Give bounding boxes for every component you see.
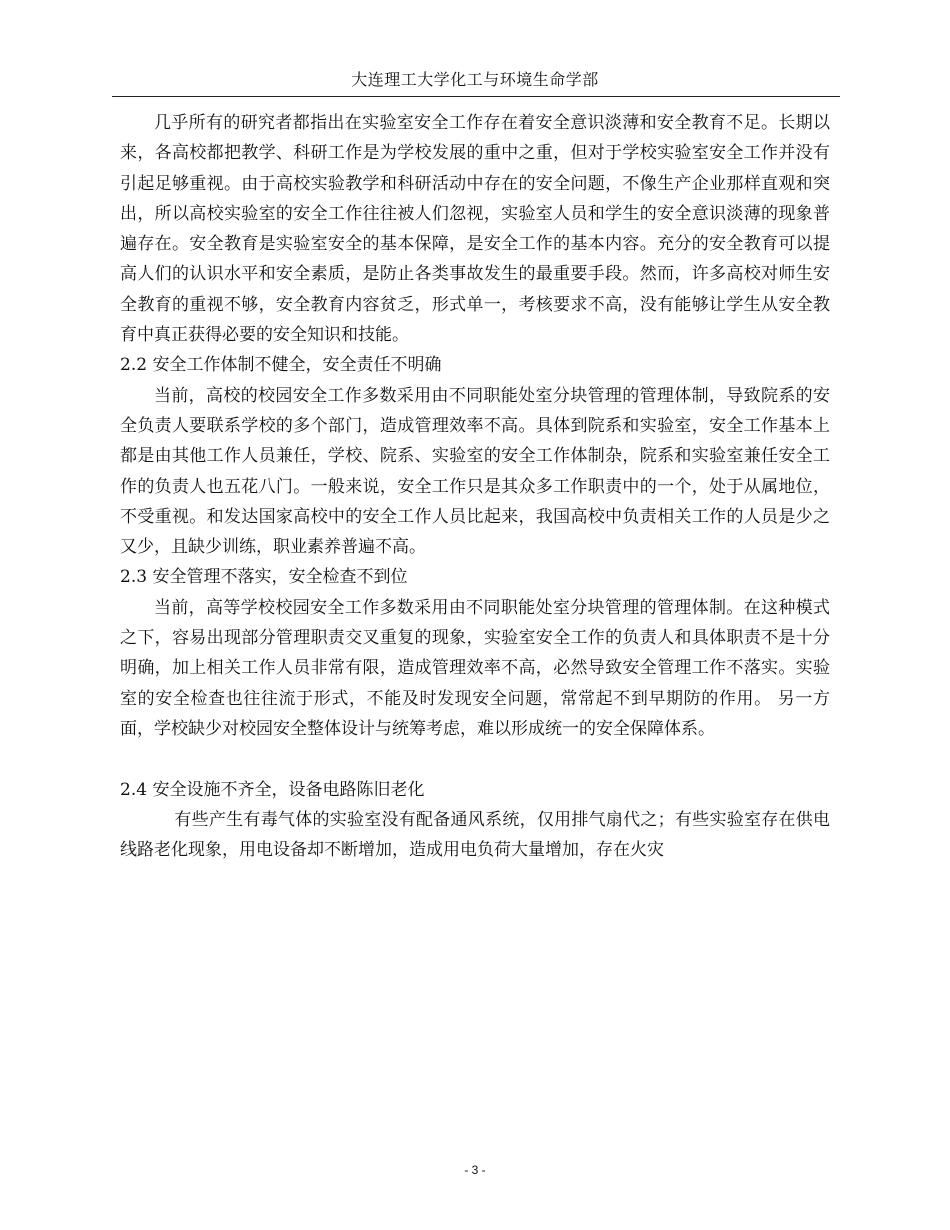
header-divider bbox=[112, 96, 840, 97]
paragraph-safety-facilities: 有些产生有毒气体的实验室没有配备通风系统，仅用排气扇代之；有些实验室存在供电线路老化现象，用电设备却不断增加，造成用电负荷大量增加，存在火灾 bbox=[120, 809, 830, 861]
section-heading-2-3: 2.3 安全管理不落实，安全检查不到位 bbox=[120, 567, 408, 588]
paragraph-safety-management: 当前，高等学校校园安全工作多数采用由不同职能处室分块管理的管理体制。在这种模式之下，容易出现部分管理职责交叉重复的现象，实验室安全工作的负责人和具体职责不是十分明确，加上相关工作人员非常有限，造成管理效率不高，必然导致安全管理工作不落实。实验室的安全检查也往往流于形式，不能及时发现安全问题，常常起不到早期防的作用。 另一方面，学校缺少对校园安全整体设计与统筹考虑，难以形成统一的安全保障体系。 bbox=[120, 597, 830, 739]
paragraph-safety-awareness: 几乎所有的研究者都指出在实验室安全工作存在着安全意识淡薄和安全教育不足。长期以来，各高校都把教学、科研工作是为学校发展的重中之重，但对于学校实验室安全工作并没有引起足够重视。由于高校实验教学和科研活动中存在的安全问题，不像生产企业那样直观和突出，所以高校实验室的安全工作往往被人们忽视，实验室人员和学生的安全意识淡薄的现象普遍存在。安全教育是实验室安全的基本保障，是安全工作的基本内容。充分的安全教育可以提高人们的认识水平和安全素质，是防止各类事故发生的最重要手段。然而，许多高校对师生安全教育的重视不够，安全教育内容贫乏，形式单一，考核要求不高，没有能够让学生从安全教育中真正获得必要的安全知识和技能。 bbox=[120, 113, 830, 346]
paragraph-safety-system: 当前，高校的校园安全工作多数采用由不同职能处室分块管理的管理体制，导致院系的安全负责人要联系学校的多个部门，造成管理效率不高。具体到院系和实验室，安全工作基本上都是由其他工作人员兼任，学校、院系、实验室的安全工作体制杂，院系和实验室兼任安全工作的负责人也五花八门。一般来说，安全工作只是其众多工作职责中的一个，处于从属地位，不受重视。和发达国家高校中的安全工作人员比起来，我国高校中负责相关工作的人员是少之又少，且缺少训练，职业素养普遍不高。 bbox=[120, 385, 830, 558]
section-heading-2-4: 2.4 安全设施不齐全，设备电路陈旧老化 bbox=[120, 779, 425, 800]
section-heading-2-2: 2.2 安全工作体制不健全，安全责任不明确 bbox=[120, 355, 442, 376]
page-number: - 3 - bbox=[464, 1163, 486, 1177]
blank-line bbox=[120, 744, 830, 774]
running-header: 大连理工大学化工与环境生命学部 bbox=[351, 70, 599, 89]
document-body bbox=[120, 108, 830, 865]
